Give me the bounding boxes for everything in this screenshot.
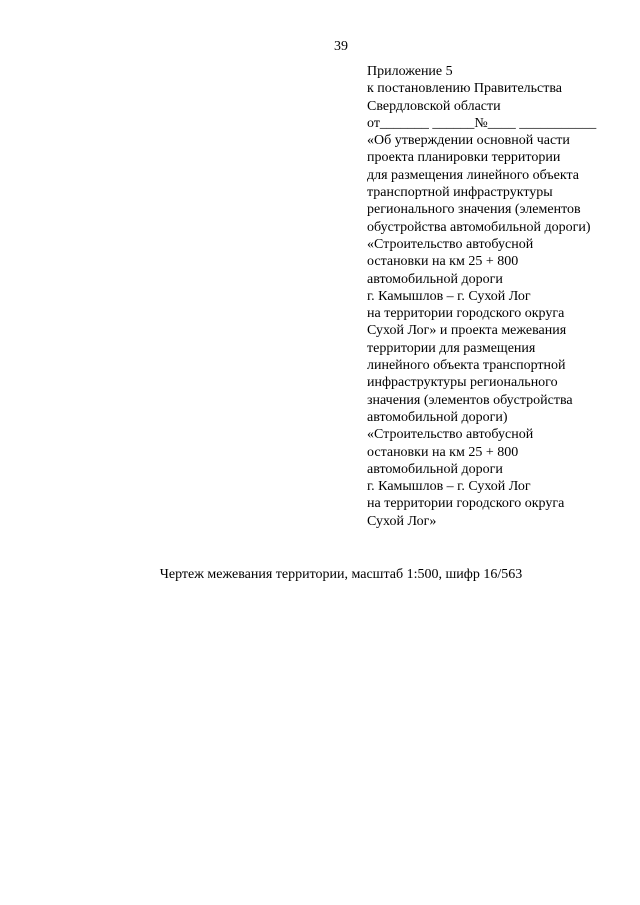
appendix-line: остановки на км 25 + 800 — [367, 254, 519, 270]
appendix-line: автомобильной дороги — [367, 461, 503, 477]
appendix-line: «Строительство автобусной — [367, 427, 534, 443]
appendix-line: «Строительство автобусной — [367, 236, 534, 252]
drawing-caption: Чертеж межевания территории, масштаб 1:500, шифр 16/563 — [159, 567, 523, 582]
appendix-line: территории для размещения — [367, 340, 536, 356]
appendix-line: транспортной инфраструктуры — [367, 185, 553, 201]
appendix-line: Приложение 5 — [367, 64, 453, 79]
appendix-line: г. Камышлов – г. Сухой Лог — [367, 479, 531, 495]
appendix-line: проекта планировки территории — [367, 150, 561, 166]
appendix-header — [367, 63, 632, 530]
appendix-line: автомобильной дороги — [367, 271, 503, 287]
appendix-line: Сухой Лог» — [367, 513, 437, 529]
appendix-line: на территории городского округа — [367, 496, 565, 512]
appendix-line: регионального значения (элементов — [367, 202, 581, 218]
appendix-line: к постановлению Правительства — [367, 81, 563, 97]
appendix-line: остановки на км 25 + 800 — [367, 444, 519, 460]
appendix-line: «Об утверждении основной части — [367, 133, 570, 149]
appendix-line: Сухой Лог» и проекта межевания — [367, 323, 567, 339]
appendix-line: от_______ ______№____ ___________ — [367, 115, 597, 131]
appendix-line: автомобильной дороги) — [367, 409, 508, 425]
appendix-line: линейного объекта транспортной — [367, 358, 566, 374]
appendix-line: инфраструктуры регионального — [367, 375, 558, 391]
page-number: 39 — [334, 39, 348, 54]
appendix-line: для размещения линейного объекта — [367, 167, 579, 183]
appendix-line: Свердловской области — [367, 98, 501, 114]
appendix-line: на территории городского округа — [367, 306, 565, 322]
appendix-line: значения (элементов обустройства — [367, 392, 573, 408]
appendix-line: обустройства автомобильной дороги) — [367, 219, 591, 235]
appendix-line: г. Камышлов – г. Сухой Лог — [367, 288, 531, 304]
